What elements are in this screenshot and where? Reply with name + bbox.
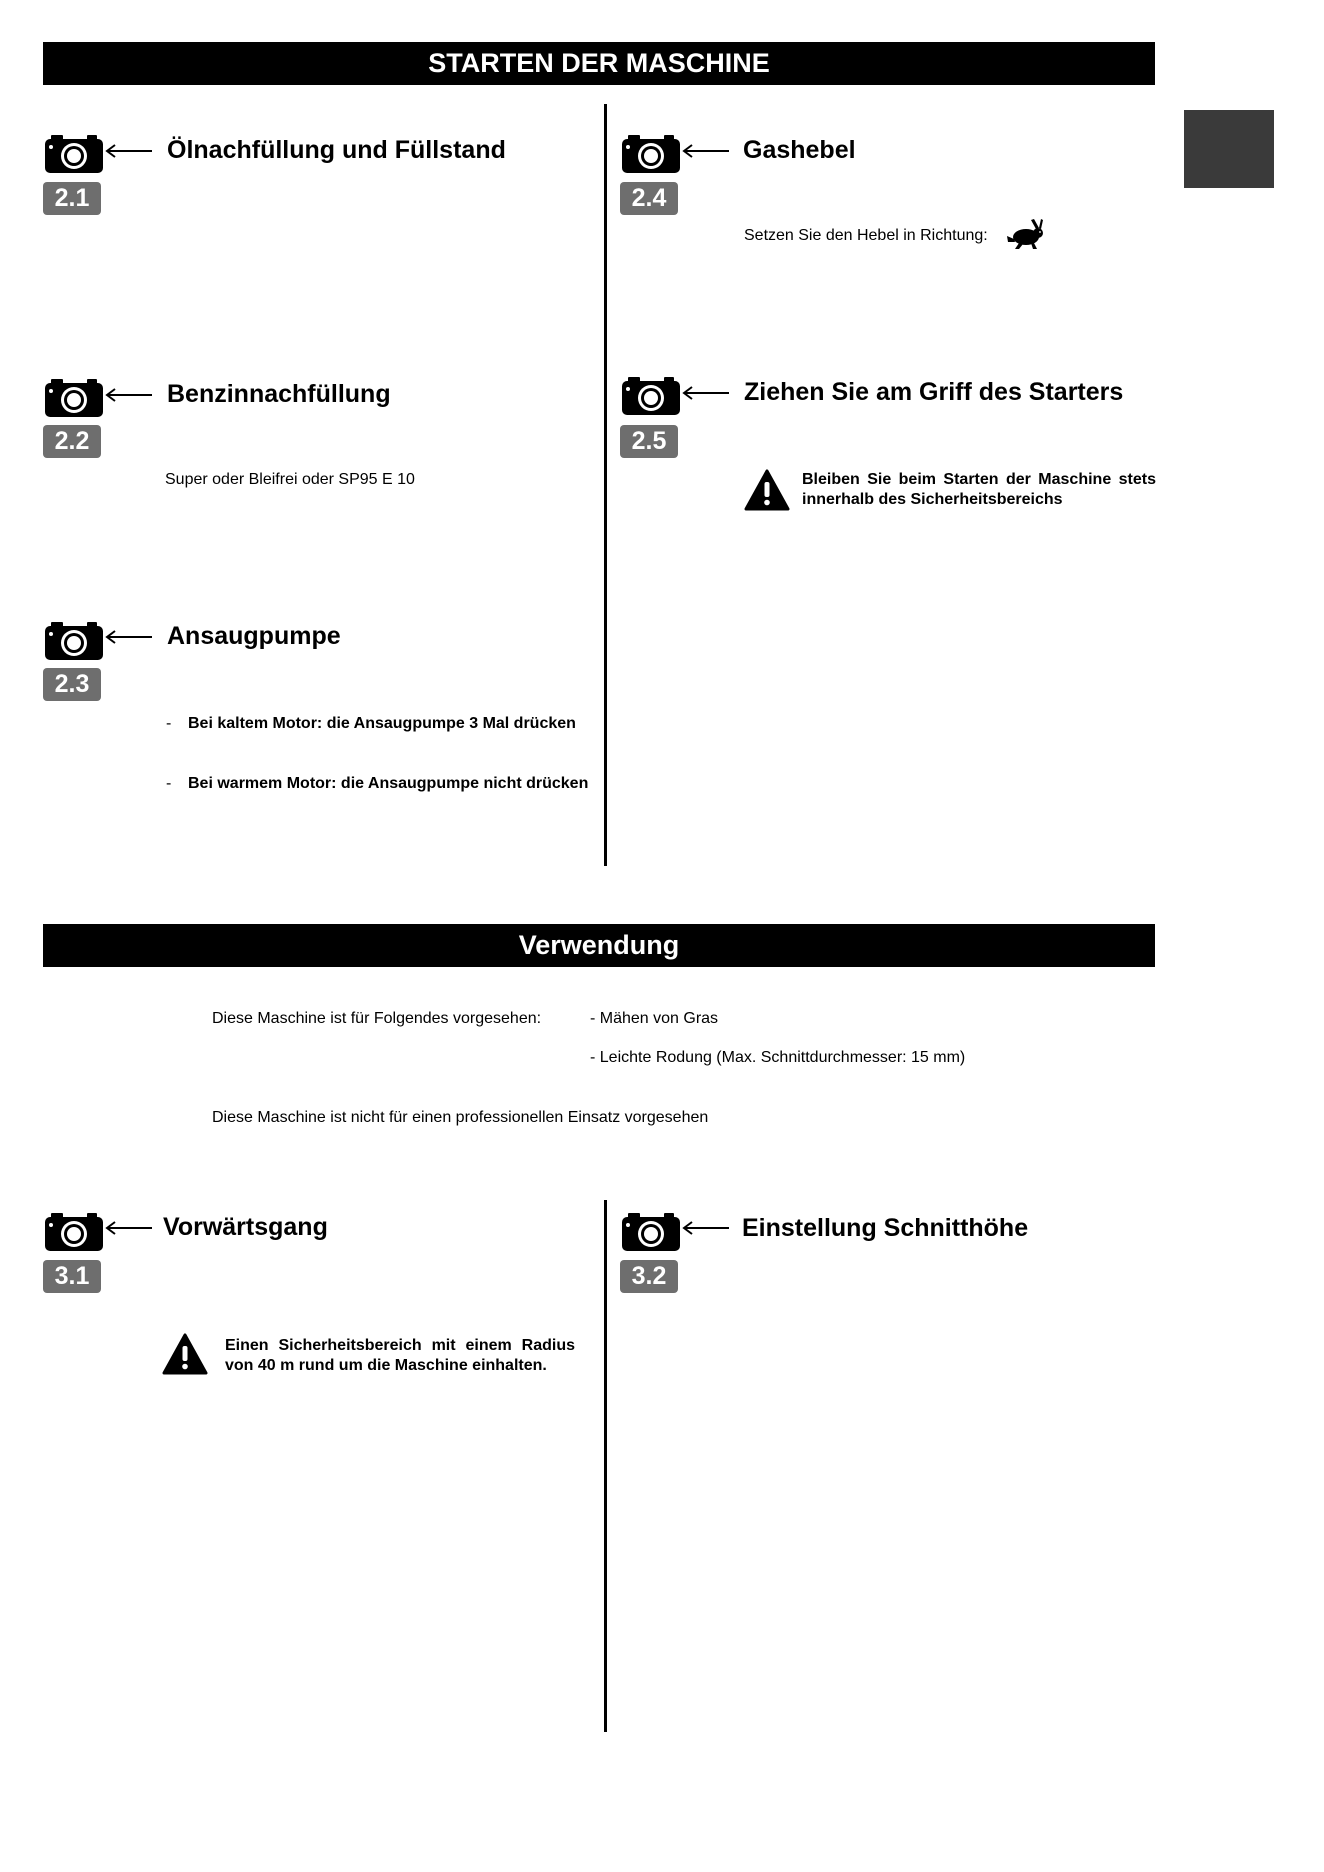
section-text: Setzen Sie den Hebel in Richtung: [744,227,988,244]
warning-text: Bleiben Sie beim Starten der Maschine stets innerhalb des Sicherheitsbereichs [802,471,1156,508]
use-item: - Leichte Rodung (Max. Schnittdurchmesser: 15 mm) [590,1049,966,1066]
camera-icon [43,620,105,662]
section-text: Super oder Bleifrei oder SP95 E 10 [165,471,415,488]
arrow-left-icon [681,386,731,400]
section-title: Gashebel [743,136,856,164]
side-tab-marker [1184,110,1274,188]
warning-icon [162,1333,208,1375]
list-item: - Bei warmem Motor: die Ansaugpumpe nicht drücken [166,775,589,792]
column-divider [604,104,607,866]
list-item: - Bei kaltem Motor: die Ansaugpumpe 3 Mal drücken [166,715,576,732]
section-title: Ölnachfüllung und Füllstand [167,136,506,164]
section-title: Ziehen Sie am Griff des Starters [744,378,1124,406]
section-title: Vorwärtsgang [163,1213,328,1241]
use-item: - Mähen von Gras [590,1010,719,1027]
banner-starten-title: STARTEN DER MASCHINE [428,48,770,78]
warning-text: Einen Sicherheitsbereich mit einem Radius von 40 m rund um die Maschine einhalten. [225,1337,575,1374]
intended-use-label: Diese Maschine ist für Folgendes vorgesehen: [212,1010,542,1027]
arrow-left-icon [104,630,154,644]
section-badge: 3.1 [43,1260,101,1293]
arrow-left-icon [104,1221,154,1235]
section-title: Einstellung Schnitthöhe [742,1214,1029,1242]
section-badge: 2.2 [43,425,101,458]
banner-starten [43,42,1155,85]
banner-verwendung [43,924,1155,967]
camera-icon [43,1211,105,1253]
banner-verwendung-title: Verwendung [518,930,680,960]
camera-icon [43,377,105,419]
section-badge: 2.4 [620,182,678,215]
camera-icon [43,133,105,175]
camera-icon [620,1211,682,1253]
arrow-left-icon [681,1221,731,1235]
section-title: Ansaugpumpe [167,622,341,650]
not-professional-note: Diese Maschine ist nicht für einen professionellen Einsatz vorgesehen [212,1109,709,1126]
arrow-left-icon [104,144,154,158]
warning-icon [744,469,790,511]
arrow-left-icon [104,388,154,402]
camera-icon [620,375,682,417]
camera-icon [620,133,682,175]
arrow-left-icon [681,144,731,158]
section-badge: 2.3 [43,668,101,701]
section-badge: 3.2 [620,1260,678,1293]
rabbit-fast-icon [1005,218,1045,250]
section-badge: 2.5 [620,425,678,458]
section-badge: 2.1 [43,182,101,215]
section-title: Benzinnachfüllung [167,380,391,408]
column-divider [604,1200,607,1732]
